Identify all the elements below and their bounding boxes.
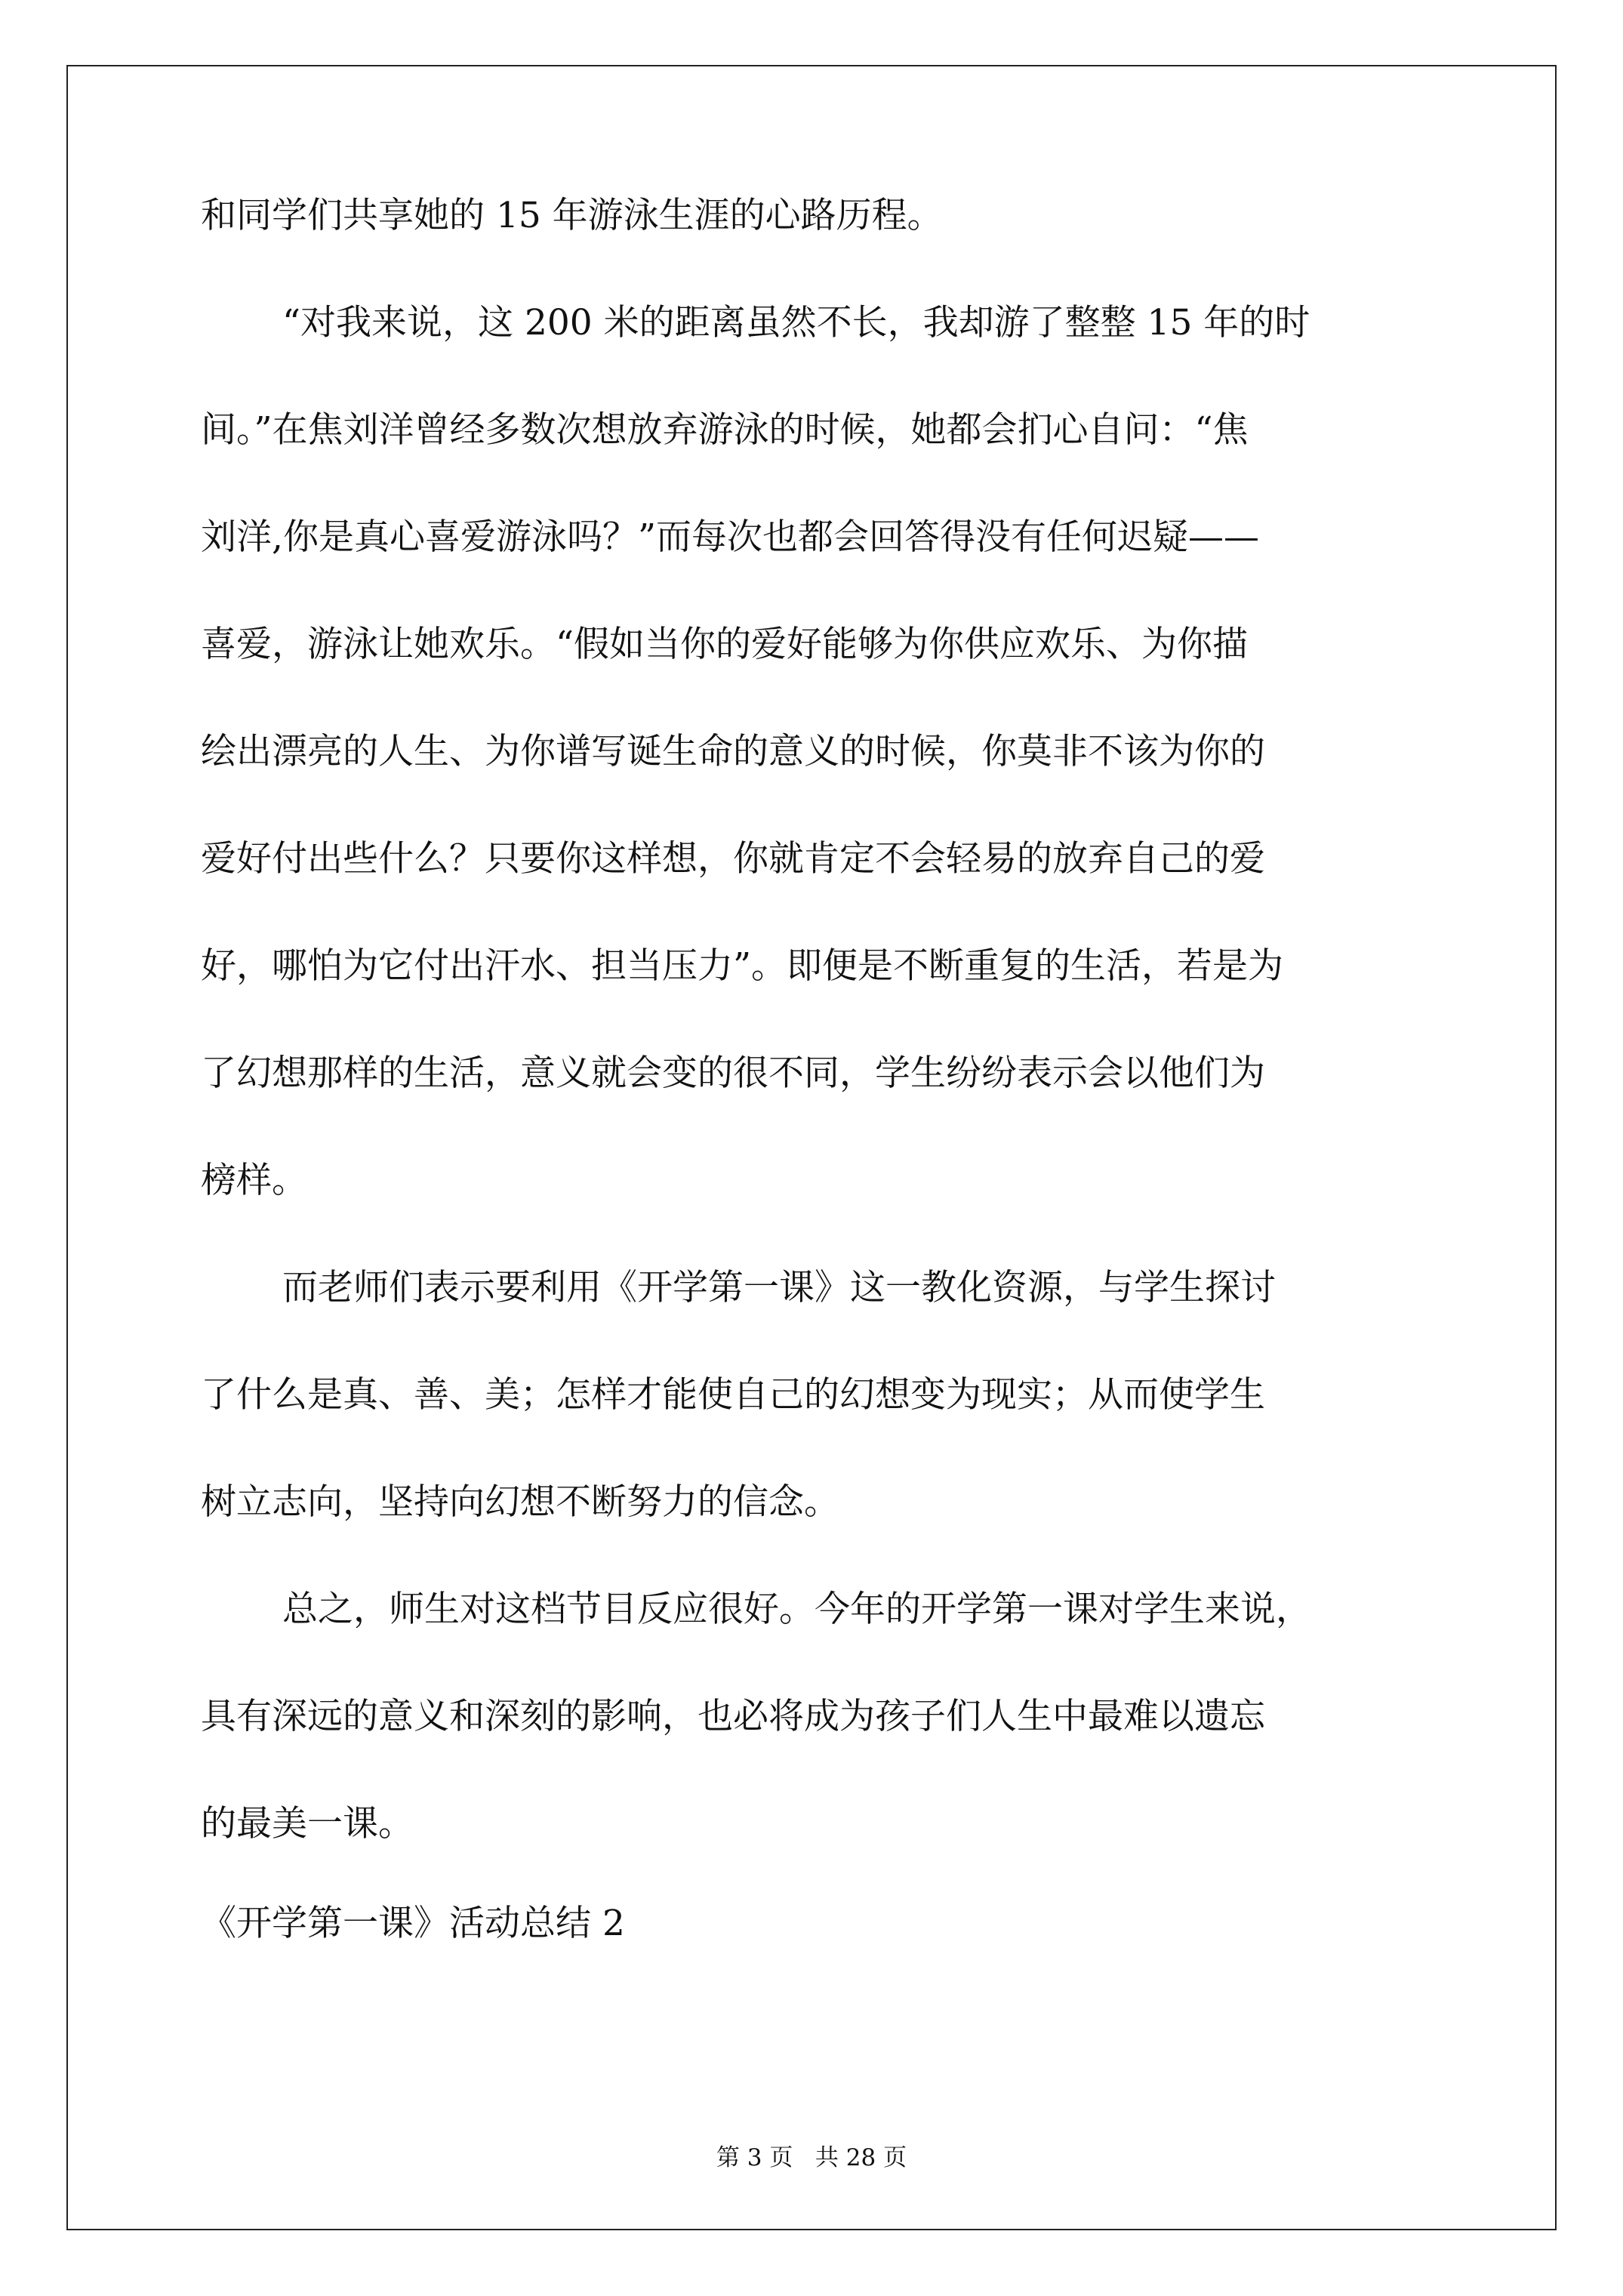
- paragraph-line: 树立志向，坚持向幻想不断努力的信念。: [201, 1481, 839, 1523]
- paragraph-line: 爱好付出些什么？只要你这样想，你就肯定不会轻易的放弃自己的爱: [201, 838, 1265, 880]
- page-number-footer: 第 3 页 共 28 页: [716, 2144, 907, 2171]
- paragraph-line: 和同学们共享她的 15 年游泳生涯的心路历程。: [201, 195, 943, 236]
- paragraph-line: “对我来说，这 200 米的距离虽然不长，我却游了整整 15 年的时: [282, 302, 1310, 344]
- paragraph-line: 刘洋,你是真心喜爱游泳吗？”而每次也都会回答得没有任何迟疑——: [201, 516, 1259, 558]
- paragraph-line: 好，哪怕为它付出汗水、担当压力”。即便是不断重复的生活，若是为: [201, 945, 1284, 987]
- paragraph-line: 了什么是真、善、美；怎样才能使自己的幻想变为现实；从而使学生: [201, 1374, 1265, 1416]
- paragraph-line: 榜样。: [201, 1160, 307, 1201]
- paragraph-line: 了幻想那样的生活，意义就会变的很不同，学生纷纷表示会以他们为: [201, 1052, 1265, 1094]
- paragraph-line: 总之，师生对这档节目反应很好。今年的开学第一课对学生来说，: [282, 1589, 1311, 1630]
- section-heading: 《开学第一课》活动总结 2: [201, 1903, 625, 1944]
- paragraph-line: 具有深远的意义和深刻的影响，也必将成为孩子们人生中最难以遗忘: [201, 1696, 1265, 1737]
- paragraph-line: 的最美一课。: [201, 1803, 414, 1845]
- paragraph-line: 绘出漂亮的人生、为你谱写诞生命的意义的时候，你莫非不该为你的: [201, 731, 1265, 772]
- paragraph-line: 而老师们表示要利用《开学第一课》这一教化资源，与学生探讨: [282, 1267, 1276, 1308]
- paragraph-line: 喜爱，游泳让她欢乐。“假如当你的爱好能够为你供应欢乐、为你描: [201, 624, 1249, 665]
- paragraph-line: 间。”在焦刘洋曾经多数次想放弃游泳的时候，她都会扪心自问：“焦: [201, 409, 1249, 451]
